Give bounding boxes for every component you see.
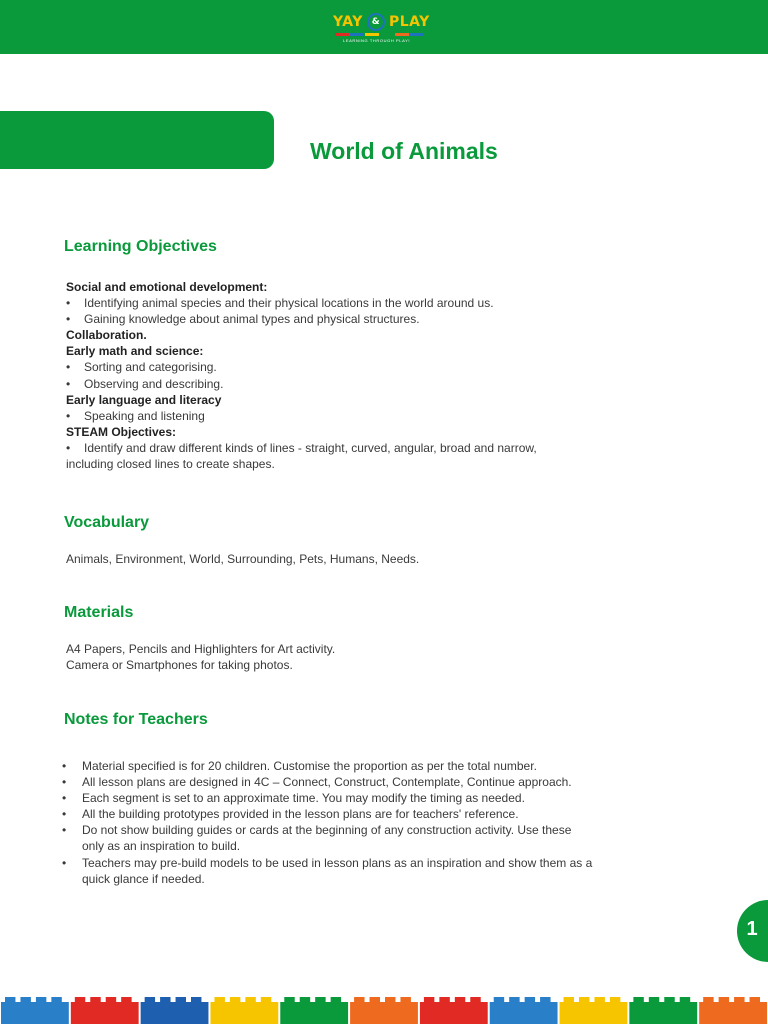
yay-play-logo — [333, 13, 435, 45]
brick-stud — [664, 997, 674, 1003]
note-item — [62, 806, 592, 822]
objective-subheading: Early language and literacy — [66, 392, 222, 407]
brick-stud — [245, 997, 255, 1003]
brick — [699, 1002, 767, 1024]
brick-stud — [455, 997, 465, 1003]
notes-list — [62, 758, 592, 887]
brick-stud — [734, 997, 744, 1003]
brick-stud — [121, 997, 131, 1003]
brick-stud — [5, 997, 15, 1003]
note-item-line: • Do not show building guides or cards at the beginning of any construction activity. Use these — [82, 823, 572, 838]
brick — [490, 1002, 558, 1024]
note-item-line: • All the building prototypes provided in the lesson plans are for teachers' reference. — [82, 807, 519, 822]
brick — [420, 1002, 488, 1024]
brick-stud — [494, 997, 504, 1003]
vocabulary-text — [66, 551, 419, 567]
page-title: World of Animals — [310, 138, 498, 164]
title-tab-decoration — [0, 111, 274, 169]
materials-line: Camera or Smartphones for taking photos. — [66, 658, 293, 673]
objective-subheading: STEAM Objectives: — [66, 424, 177, 439]
note-item — [62, 790, 592, 806]
brick-stud — [703, 997, 713, 1003]
note-item — [62, 758, 592, 774]
brick-stud — [579, 997, 589, 1003]
brick-stud — [439, 997, 449, 1003]
materials-text — [66, 641, 335, 673]
objective-item: • Sorting and categorising. — [66, 359, 537, 375]
brick — [560, 1002, 628, 1024]
brick-stud — [540, 997, 550, 1003]
brick — [141, 1002, 209, 1024]
brick-stud — [106, 997, 116, 1003]
note-item-line: • Teachers may pre-build models to be used in lesson plans as an inspiration and show them as a — [82, 855, 593, 870]
note-item — [62, 774, 592, 790]
objective-subheading: Social and emotional development: — [66, 280, 268, 294]
brick-border-decoration — [0, 997, 768, 1024]
learning-objectives-heading: Learning Objectives — [64, 238, 217, 255]
objective-item: • Speaking and listening — [66, 408, 537, 424]
brick — [1, 1002, 69, 1024]
brick-stud — [633, 997, 643, 1003]
brick-stud — [284, 997, 294, 1003]
note-item-line: only as an inspiration to build. — [82, 839, 241, 854]
brick — [210, 1002, 278, 1024]
logo-text-left: YAY — [333, 14, 363, 30]
vocabulary-line: Animals, Environment, World, Surrounding, Pets, Humans, Needs. — [66, 552, 420, 566]
brick-stud — [649, 997, 659, 1003]
objective-subheading: Early math and science: — [66, 344, 204, 359]
note-item-line: quick glance if needed. — [82, 871, 205, 886]
brick-stud — [400, 997, 410, 1003]
brick-stud — [331, 997, 341, 1003]
objective-subheading: Collaboration. — [66, 328, 147, 343]
brick-stud — [51, 997, 61, 1003]
page-number: 1 — [746, 918, 758, 940]
logo-text-right: PLAY — [388, 14, 430, 30]
brick-stud — [75, 997, 85, 1003]
note-item-line: • All lesson plans are designed in 4C – Connect, Construct, Contemplate, Continue approach. — [82, 775, 572, 790]
brick-stud — [160, 997, 170, 1003]
brick-stud — [315, 997, 325, 1003]
brick-stud — [145, 997, 155, 1003]
objective-item: • Observing and describing. — [66, 376, 537, 392]
materials-line: A4 Papers, Pencils and Highlighters for Art activity. — [66, 642, 336, 656]
brick-stud — [564, 997, 574, 1003]
page-number-badge — [737, 900, 768, 962]
brick-stud — [230, 997, 240, 1003]
brick — [350, 1002, 418, 1024]
materials-heading: Materials — [64, 604, 134, 621]
brick-stud — [36, 997, 46, 1003]
brick-stud — [719, 997, 729, 1003]
brick-stud — [470, 997, 480, 1003]
brick-stud — [300, 997, 310, 1003]
brick-stud — [610, 997, 620, 1003]
note-item-line: • Material specified is for 20 children. Customise the proportion as per the total number. — [82, 759, 537, 773]
header-bar — [0, 0, 768, 54]
notes-heading: Notes for Teachers — [64, 711, 208, 728]
brick-stud — [191, 997, 201, 1003]
brick-stud — [90, 997, 100, 1003]
brick-stud — [385, 997, 395, 1003]
brick — [280, 1002, 348, 1024]
brick-stud — [354, 997, 364, 1003]
objective-item: • Identify and draw different kinds of lines - straight, curved, angular, broad and narrow, — [66, 440, 537, 456]
brick-stud — [750, 997, 760, 1003]
brick-stud — [680, 997, 690, 1003]
vocabulary-heading: Vocabulary — [64, 514, 150, 531]
note-item-line: • Each segment is set to an approximate time. You may modify the timing as needed. — [82, 791, 525, 806]
objective-item: • Identifying animal species and their physical locations in the world around us. — [66, 295, 537, 311]
note-item — [62, 855, 592, 887]
brick-stud — [261, 997, 271, 1003]
brick-stud — [424, 997, 434, 1003]
objective-item: including closed lines to create shapes. — [66, 457, 275, 472]
brick-stud — [214, 997, 224, 1003]
brick-stud — [509, 997, 519, 1003]
logo-bricks-icon — [335, 33, 435, 36]
brick-stud — [525, 997, 535, 1003]
learning-objectives-list — [66, 279, 537, 472]
brick-stud — [20, 997, 30, 1003]
objective-item: • Gaining knowledge about animal types and physical structures. — [66, 311, 537, 327]
brick-stud — [370, 997, 380, 1003]
brick — [71, 1002, 139, 1024]
brick-stud — [176, 997, 186, 1003]
logo-ampersand-icon: & — [367, 13, 385, 31]
brick — [629, 1002, 697, 1024]
brick-stud — [594, 997, 604, 1003]
note-item — [62, 822, 592, 854]
logo-tagline: LEARNING THROUGH PLAY! — [343, 38, 411, 43]
